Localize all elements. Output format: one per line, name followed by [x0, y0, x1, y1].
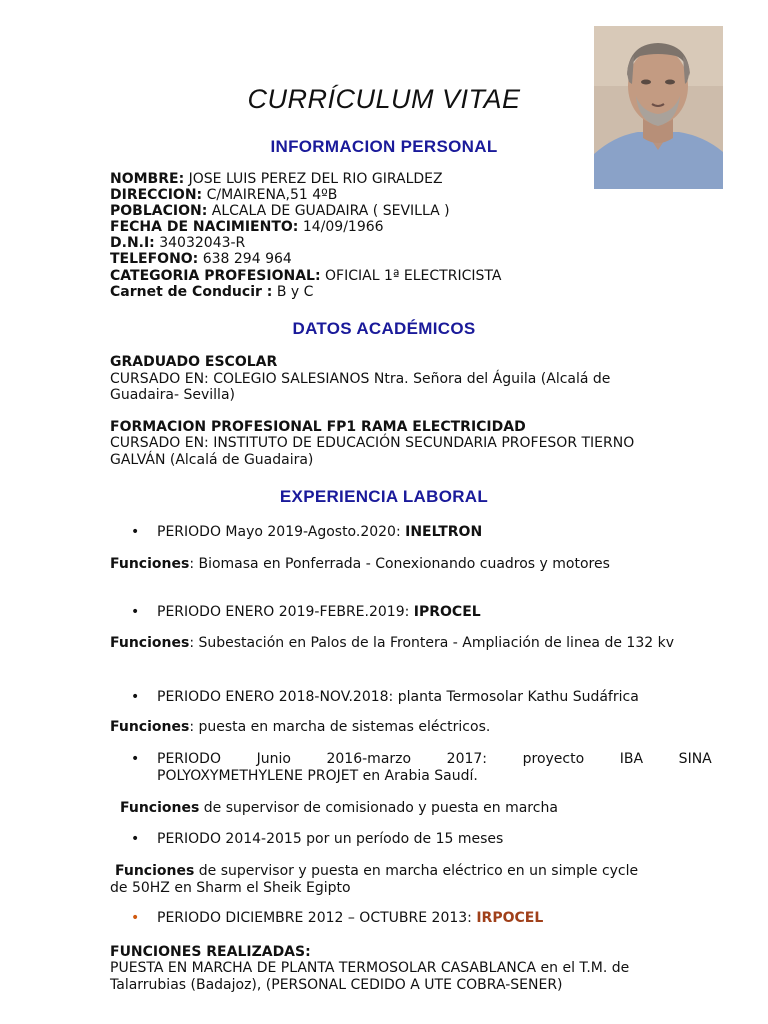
- functions-label: Funciones: [110, 556, 190, 572]
- portrait-illustration: [594, 26, 723, 189]
- field-label: NOMBRE:: [110, 171, 185, 187]
- field-dni: [110, 235, 670, 251]
- field-fecha-nacimiento: [110, 219, 670, 235]
- portrait-photo-icon: [594, 26, 723, 189]
- academic-line: GALVÁN (Alcalá de Guadaira): [110, 452, 314, 468]
- field-label: TELEFONO:: [110, 251, 199, 267]
- funciones-realizadas-line: Talarrubias (Badajoz), (PERSONAL CEDIDO A UTE COBRA-SENER): [110, 977, 563, 993]
- field-categoria: [110, 268, 670, 284]
- experience-functions: [120, 800, 680, 816]
- functions-label: Funciones: [110, 635, 190, 651]
- academic-heading: DATOS ACADÉMICOS: [292, 319, 476, 338]
- company-name: INELTRON: [405, 524, 483, 540]
- experience-functions: [110, 556, 670, 572]
- experience-functions: [110, 635, 674, 651]
- period-text: PERIODO DICIEMBRE 2012 – OCTUBRE 2013:: [157, 910, 477, 926]
- field-label: POBLACION:: [110, 203, 208, 219]
- field-value: 14/09/1966: [298, 219, 384, 235]
- experience-period: [157, 604, 660, 621]
- field-direccion: [110, 187, 670, 203]
- field-label: FECHA DE NACIMIENTO:: [110, 219, 299, 235]
- bullet-icon: •: [131, 831, 140, 847]
- functions-text: : puesta en marcha de sistemas eléctricos.: [189, 719, 491, 735]
- bullet-icon: •: [131, 751, 140, 767]
- field-value: ALCALA DE GUADAIRA ( SEVILLA ): [207, 203, 450, 219]
- period-text: PERIODO Mayo 2019-Agosto.2020:: [157, 524, 406, 540]
- bullet-icon: •: [131, 604, 140, 620]
- field-label: Carnet de Conducir :: [110, 284, 273, 300]
- field-carnet: [110, 284, 670, 300]
- bullet-icon: •: [131, 524, 140, 540]
- funciones-realizadas-line: PUESTA EN MARCHA DE PLANTA TERMOSOLAR CASABLANCA en el T.M. de: [110, 960, 630, 976]
- field-value: 34032043-R: [154, 235, 246, 251]
- field-value: 638 294 964: [198, 251, 292, 267]
- company-name: IPROCEL: [413, 604, 481, 620]
- field-label: DIRECCION:: [110, 187, 203, 203]
- experience-period: [157, 524, 660, 541]
- experience-period: [157, 910, 660, 927]
- period-text: PERIODO ENERO 2018-NOV.2018: planta Termosolar Kathu Sudáfrica: [157, 689, 639, 705]
- field-poblacion: [110, 203, 670, 219]
- field-value: JOSE LUIS PEREZ DEL RIO GIRALDEZ: [184, 171, 443, 187]
- field-label: D.N.I:: [110, 235, 155, 251]
- field-label: CATEGORIA PROFESIONAL:: [110, 268, 321, 284]
- experience-period: [157, 689, 660, 706]
- functions-text: : Subestación en Palos de la Frontera - Ampliación de linea de 132 kv: [189, 635, 674, 651]
- experience-functions: [115, 863, 675, 879]
- field-value: C/MAIRENA,51 4ºB: [202, 187, 338, 203]
- experience-functions-cont: de 50HZ en Sharm el Sheik Egipto: [110, 880, 351, 896]
- field-nombre: [110, 171, 670, 187]
- field-value: OFICIAL 1ª ELECTRICISTA: [320, 268, 502, 284]
- experience-functions: [110, 719, 670, 735]
- functions-label: Funciones: [120, 800, 200, 816]
- academic-title-graduado: GRADUADO ESCOLAR: [110, 354, 278, 370]
- functions-label: Funciones: [115, 863, 195, 879]
- field-telefono: [110, 251, 670, 267]
- academic-line: Guadaira- Sevilla): [110, 387, 235, 403]
- period-text: PERIODO ENERO 2019-FEBRE.2019:: [157, 604, 414, 620]
- functions-text: de supervisor de comisionado y puesta en marcha: [199, 800, 558, 816]
- experience-period-cont: POLYOXYMETHYLENE PROJET en Arabia Saudí.: [157, 768, 478, 784]
- document-title: CURRÍCULUM VITAE: [247, 84, 521, 114]
- funciones-realizadas-heading: FUNCIONES REALIZADAS:: [110, 944, 311, 960]
- field-value: B y C: [272, 284, 314, 300]
- bullet-icon: •: [131, 910, 140, 926]
- academic-line: CURSADO EN: COLEGIO SALESIANOS Ntra. Señora del Águila (Alcalá de: [110, 371, 611, 387]
- functions-label: Funciones: [110, 719, 190, 735]
- company-name: IRPOCEL: [476, 910, 544, 926]
- bullet-icon: •: [131, 689, 140, 705]
- functions-text: de supervisor y puesta en marcha eléctrico en un simple cycle: [194, 863, 639, 879]
- experience-heading: EXPERIENCIA LABORAL: [279, 487, 489, 506]
- experience-period: PERIODO Junio 2016-marzo 2017: proyecto IBA SINA: [157, 751, 712, 767]
- academic-line: CURSADO EN: INSTITUTO DE EDUCACIÓN SECUNDARIA PROFESOR TIERNO: [110, 435, 635, 451]
- academic-title-fp1: FORMACION PROFESIONAL FP1 RAMA ELECTRICIDAD: [110, 419, 526, 435]
- experience-period: PERIODO 2014-2015 por un período de 15 meses: [157, 831, 504, 847]
- personal-info-heading: INFORMACION PERSONAL: [270, 137, 498, 156]
- functions-text: : Biomasa en Ponferrada - Conexionando cuadros y motores: [189, 556, 610, 572]
